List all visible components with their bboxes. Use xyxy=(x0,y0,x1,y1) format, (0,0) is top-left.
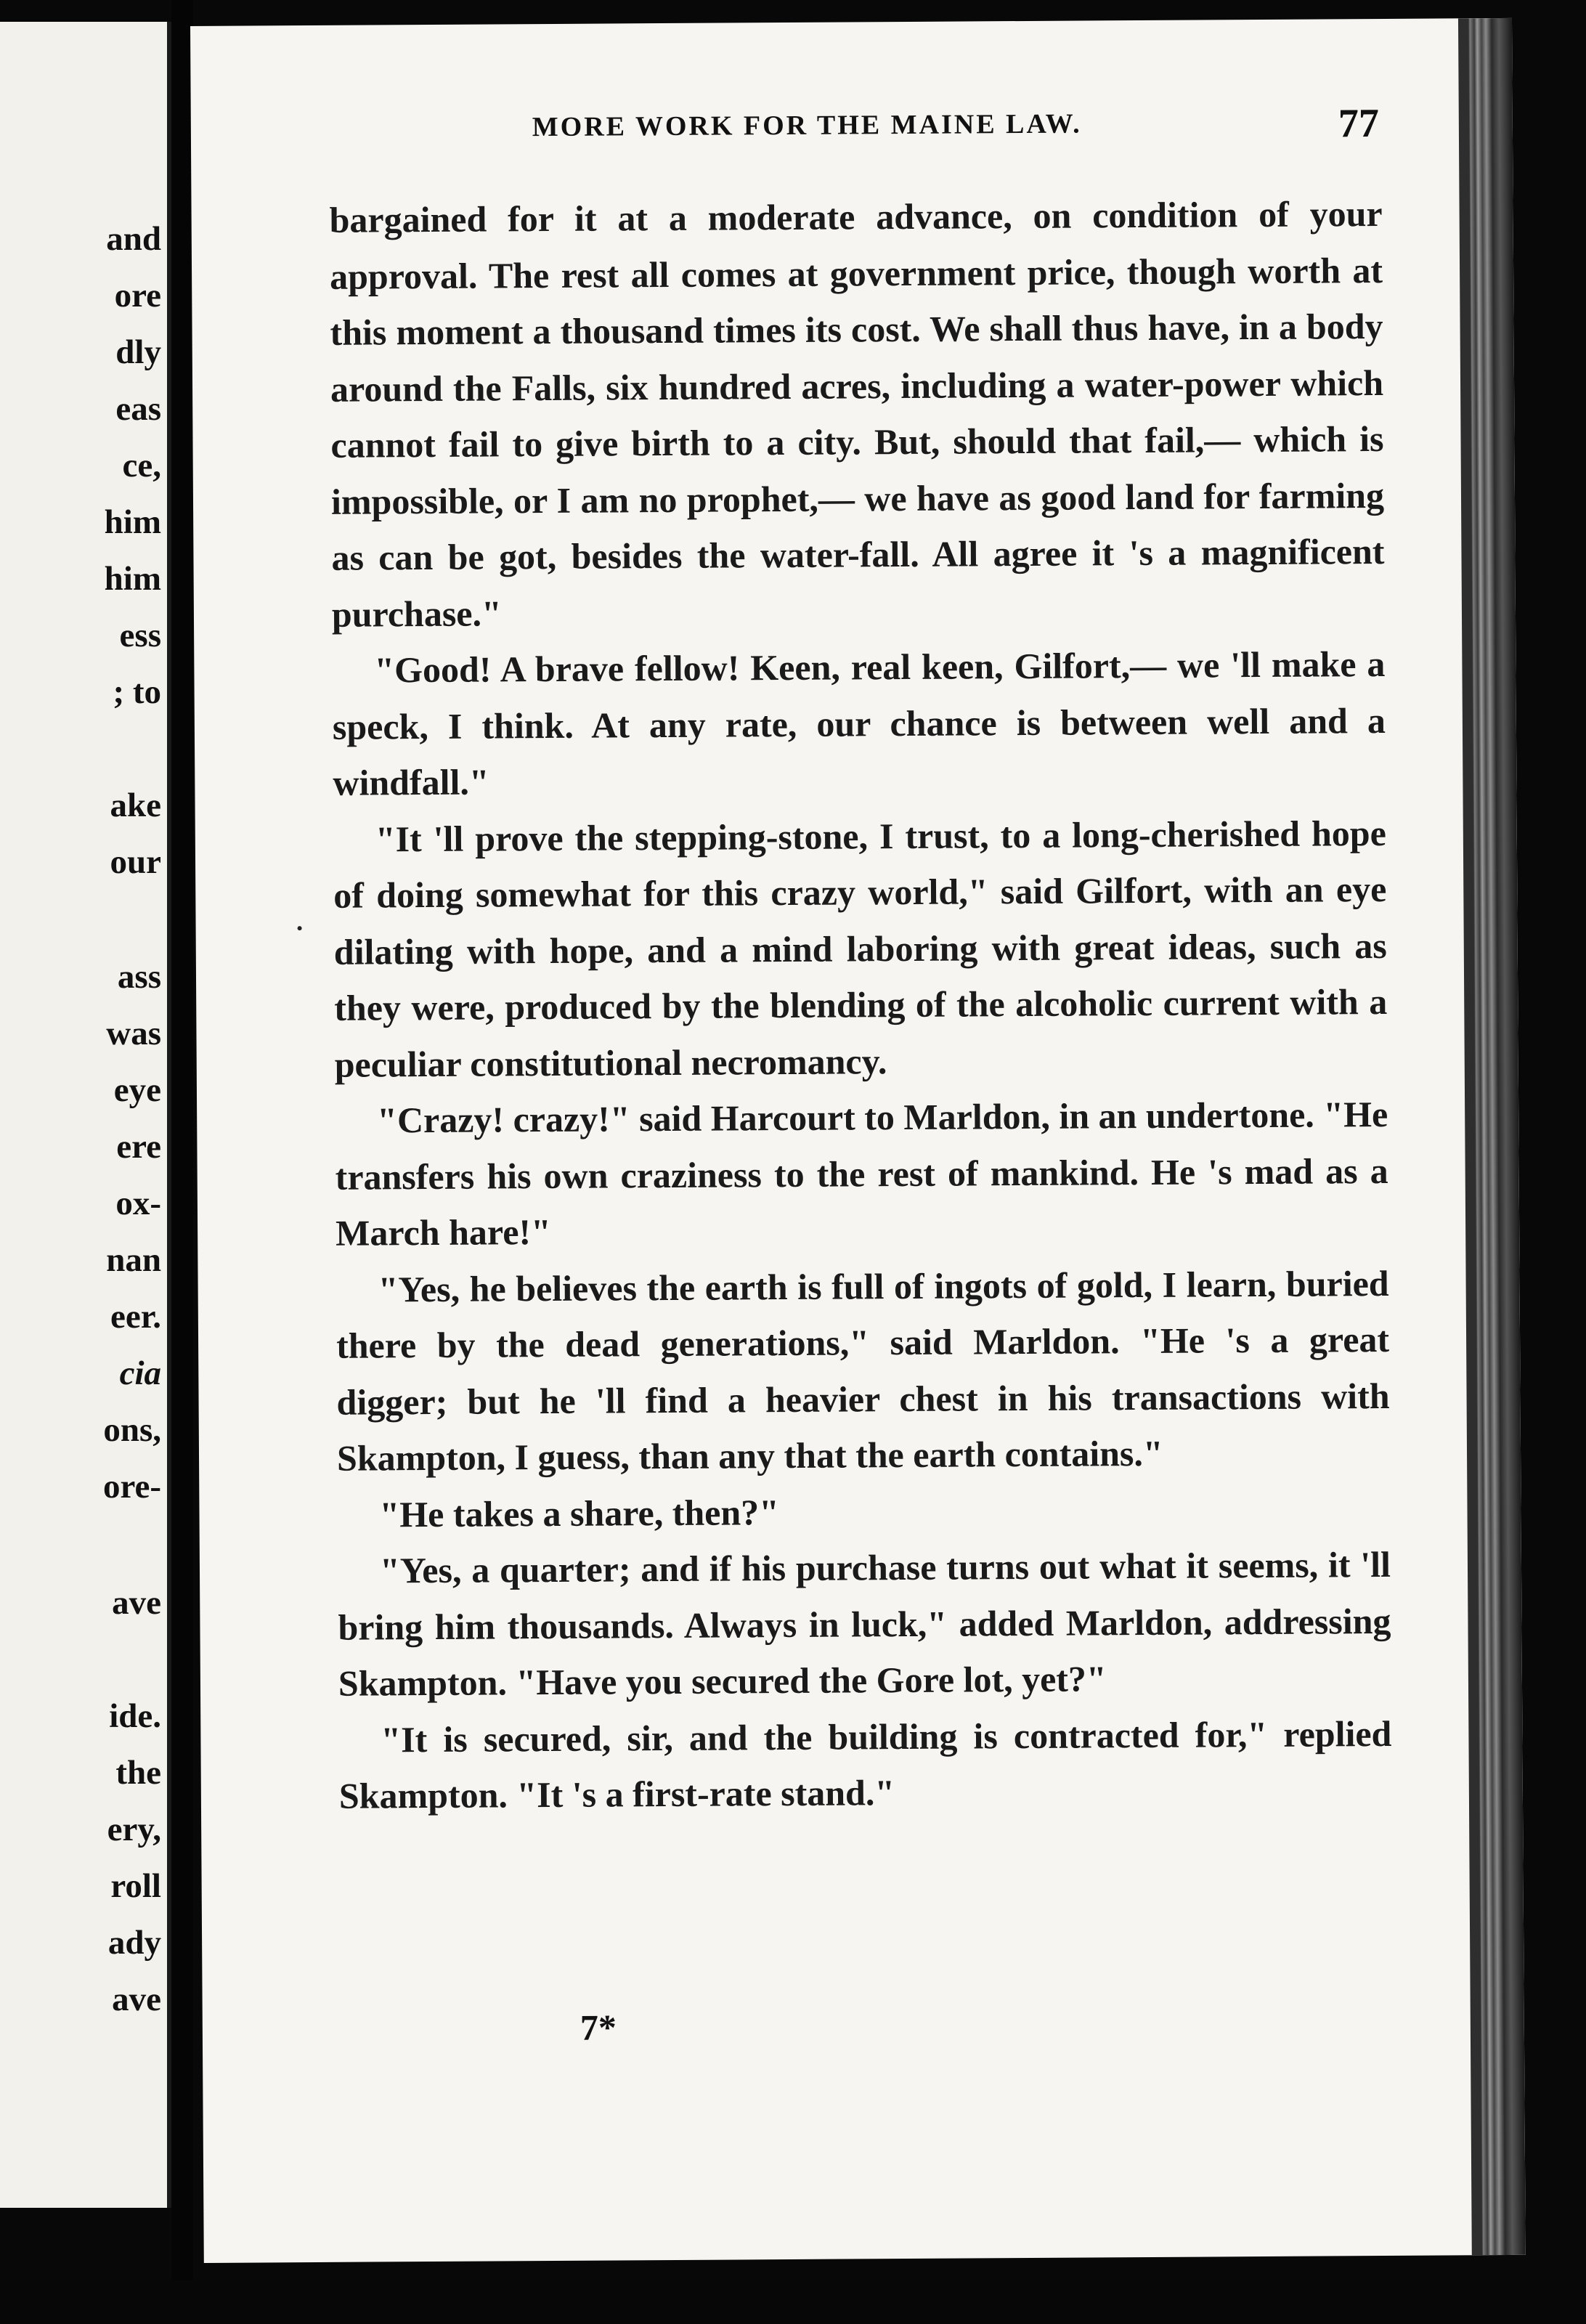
page-body-text xyxy=(329,186,1392,1824)
page-edge-shadow xyxy=(1458,18,1526,2255)
paragraph: "It 'll prove the stepping-stone, I trust, to a long-cherished hope of doing somewhat for this crazy world," said Gilfort, with an eye dilating with hope, and a mind laboring with great ideas, such as they were, produced by the blending of the alcoholic current with a peculiar constitutional necromancy. xyxy=(333,812,1388,1085)
running-head: MORE WORK FOR THE MAINE LAW. xyxy=(532,108,1082,143)
left-page-line-fragment: ady xyxy=(107,1924,161,1962)
ink-speck xyxy=(193,1726,199,1733)
left-page-line-fragments xyxy=(0,22,167,2208)
left-page-line-fragment: was xyxy=(106,1015,161,1052)
left-page-line-fragment: eas xyxy=(115,390,161,428)
signature-mark: 7* xyxy=(580,2007,617,2048)
left-page-line-fragment: ave xyxy=(112,1584,161,1622)
book-gutter xyxy=(171,0,193,2324)
paragraph: "Good! A brave fellow! Keen, real keen, Gilfort,— we 'll make a speck, I think. At any rate, our chance is between well and a windfall." xyxy=(332,643,1386,803)
left-page-line-fragment: cia xyxy=(119,1354,161,1392)
left-page-line-fragment: him xyxy=(104,503,161,541)
left-page-line-fragment: our xyxy=(110,843,161,881)
ink-speck xyxy=(298,926,302,930)
paragraph: "Crazy! crazy!" said Harcourt to Marldon, in an undertone. "He transfers his own craziness to the rest of mankind. He 's mad as a March hare!" xyxy=(335,1093,1388,1254)
left-page-line-fragment: ake xyxy=(110,787,161,824)
paragraph: "He takes a share, then?" xyxy=(379,1491,780,1535)
paragraph: "Yes, he believes the earth is full of ingots of gold, I learn, buried there by the dead generations," said Marldon. "He 's a great digger; but he 'll find a heavier chest in his transactions with Skampton, I guess, than any that the earth contains." xyxy=(336,1262,1390,1479)
left-page-line-fragment: ave xyxy=(112,1980,161,2018)
left-page-line-fragment: ox- xyxy=(115,1185,161,1222)
left-page-line-fragment: ore xyxy=(114,277,161,314)
left-page-line-fragment: eye xyxy=(113,1071,161,1109)
paragraph: "Yes, a quarter; and if his purchase turns out what it seems, it 'll bring him thousands. Always in luck," added Marldon, addressing Skampton. "Have you secured the Gore lot, yet?" xyxy=(338,1543,1391,1704)
right-page xyxy=(190,18,1526,2263)
left-page-line-fragment: ere xyxy=(116,1128,161,1166)
paragraph: "It is secured, sir, and the building is contracted for," replied Skampton. "It 's a first-rate stand." xyxy=(338,1712,1392,1816)
left-page-line-fragment: ide. xyxy=(109,1697,161,1735)
left-facing-page xyxy=(0,22,171,2208)
page-number: 77 xyxy=(1338,101,1380,147)
left-page-line-fragment: eer. xyxy=(110,1298,161,1336)
left-page-line-fragment: ess xyxy=(119,617,161,654)
left-page-line-fragment: ce, xyxy=(122,447,161,484)
left-page-line-fragment: dly xyxy=(115,333,161,371)
left-page-line-fragment: ons, xyxy=(103,1411,161,1449)
left-page-line-fragment: ore- xyxy=(102,1468,161,1506)
left-page-line-fragment: and xyxy=(106,220,161,258)
left-page-line-fragment: ery, xyxy=(107,1811,161,1848)
bottom-shadow xyxy=(0,2280,1586,2324)
left-page-line-fragment: him xyxy=(104,560,161,598)
left-page-line-fragment: ass xyxy=(117,958,161,996)
left-page-line-fragment: roll xyxy=(110,1867,161,1905)
left-page-line-fragment: ; to xyxy=(113,673,161,711)
left-page-line-fragment: nan xyxy=(106,1241,161,1279)
paragraph: bargained for it at a moderate advance, on condition of your approval. The rest all comes at government price, though worth at this moment a thousand times its cost. We shall thus have, in a body around the Falls, six hundred acres, including a water-power which cannot fail to give birth to a city. But, should that fail,— which is impossible, or I am no prophet,— we have as good land for farming as can be got, besides the water-fall. All agree it 's a magnificent purchase." xyxy=(329,192,1385,635)
left-page-line-fragment: the xyxy=(115,1754,161,1792)
